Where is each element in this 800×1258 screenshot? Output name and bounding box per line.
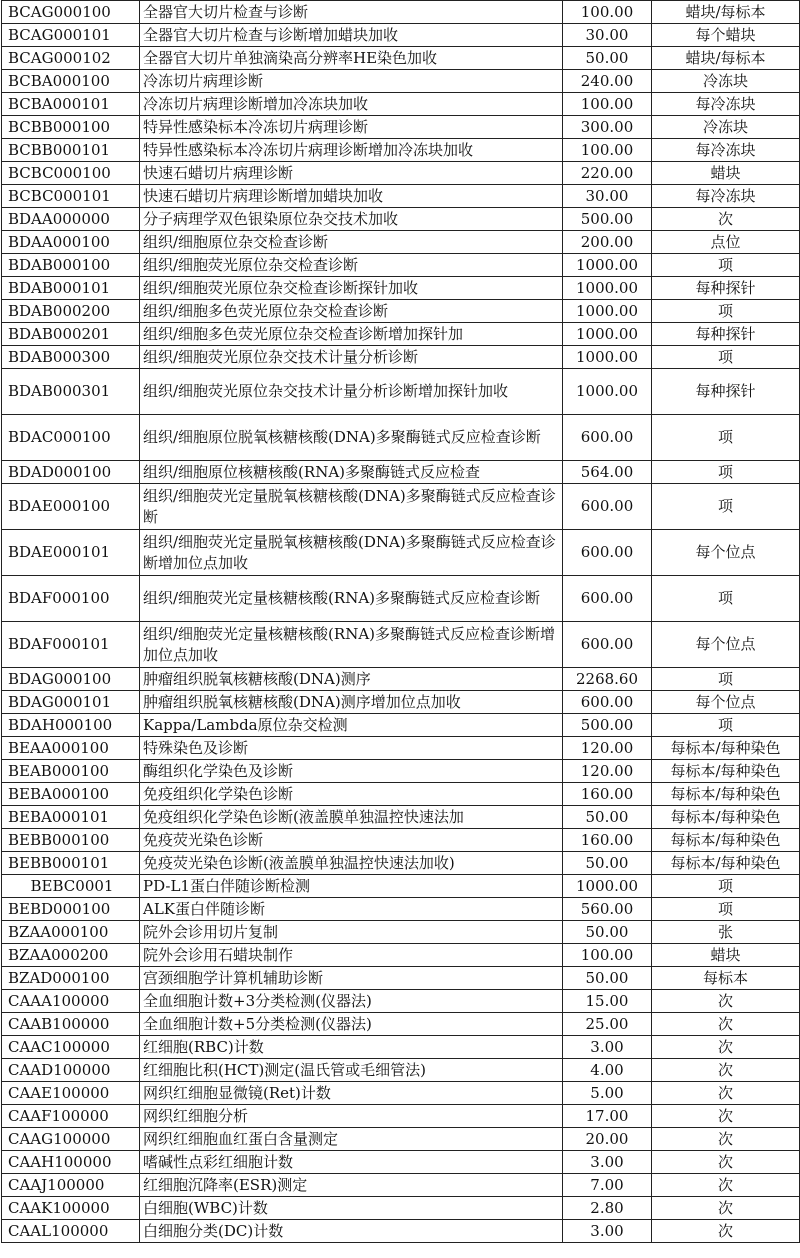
item-price-cell: 1000.00 [563,875,652,898]
table-row [2,47,800,70]
item-code-cell: BDAD000100 [2,461,140,484]
item-unit-cell: 蜡块 [652,944,800,967]
item-code-cell: BDAE000101 [2,530,140,576]
table-row [2,898,800,921]
item-price-cell: 20.00 [563,1128,652,1151]
item-price-cell: 600.00 [563,576,652,622]
item-price-cell: 564.00 [563,461,652,484]
item-unit-cell: 项 [652,300,800,323]
item-unit-cell: 每标本/每种染色 [652,737,800,760]
item-code-cell: CAAH100000 [2,1151,140,1174]
item-code-cell: CAAJ100000 [2,1174,140,1197]
item-name-cell: 冷冻切片病理诊断 [140,70,563,93]
item-price-cell: 50.00 [563,852,652,875]
table-row [2,461,800,484]
item-price-cell: 600.00 [563,484,652,530]
item-name-cell: 快速石蜡切片病理诊断增加蜡块加收 [140,185,563,208]
item-name-cell: 酶组织化学染色及诊断 [140,760,563,783]
item-unit-cell: 每个位点 [652,530,800,576]
item-code-cell: BDAA000100 [2,231,140,254]
table-row [2,116,800,139]
table-row [2,622,800,668]
item-unit-cell: 项 [652,254,800,277]
table-row [2,921,800,944]
table-row [2,1,800,24]
table-row [2,24,800,47]
price-table [1,0,800,1243]
item-code-cell: BDAF000100 [2,576,140,622]
item-price-cell: 3.00 [563,1220,652,1243]
item-code-cell: BDAB000300 [2,346,140,369]
item-price-cell: 1000.00 [563,254,652,277]
item-price-cell: 200.00 [563,231,652,254]
table-row [2,852,800,875]
item-name-cell: 组织/细胞荧光原位杂交技术计量分析诊断 [140,346,563,369]
item-unit-cell: 每种探针 [652,369,800,415]
item-name-cell: 嗜碱性点彩红细胞计数 [140,1151,563,1174]
item-code-cell: CAAD100000 [2,1059,140,1082]
table-row [2,760,800,783]
item-unit-cell: 次 [652,1220,800,1243]
item-price-cell: 300.00 [563,116,652,139]
item-code-cell: BEAA000100 [2,737,140,760]
item-unit-cell: 次 [652,1128,800,1151]
item-price-cell: 100.00 [563,1,652,24]
item-code-cell: BDAB000101 [2,277,140,300]
item-price-cell: 7.00 [563,1174,652,1197]
item-unit-cell: 次 [652,990,800,1013]
item-price-cell: 50.00 [563,47,652,70]
item-unit-cell: 项 [652,461,800,484]
item-code-cell: CAAL100000 [2,1220,140,1243]
item-code-cell: CAAK100000 [2,1197,140,1220]
item-name-cell: 免疫荧光染色诊断(液盖膜单独温控快速法加收) [140,852,563,875]
item-name-cell: 红细胞(RBC)计数 [140,1036,563,1059]
item-unit-cell: 项 [652,898,800,921]
table-row [2,1151,800,1174]
table-row [2,254,800,277]
item-code-cell: CAAE100000 [2,1082,140,1105]
item-unit-cell: 次 [652,1059,800,1082]
item-price-cell: 120.00 [563,737,652,760]
item-name-cell: 红细胞比积(HCT)测定(温氏管或毛细管法) [140,1059,563,1082]
item-price-cell: 100.00 [563,944,652,967]
item-unit-cell: 项 [652,875,800,898]
table-row [2,576,800,622]
item-code-cell: BEBB000101 [2,852,140,875]
item-code-cell: BDAB000201 [2,323,140,346]
item-name-cell: 特异性感染标本冷冻切片病理诊断 [140,116,563,139]
item-unit-cell: 每冷冻块 [652,185,800,208]
item-name-cell: 组织/细胞荧光原位杂交检查诊断 [140,254,563,277]
table-row [2,1082,800,1105]
item-code-cell: BDAB000301 [2,369,140,415]
item-code-cell: BCBB000101 [2,139,140,162]
table-row [2,737,800,760]
item-price-cell: 500.00 [563,714,652,737]
item-code-cell: BCBB000100 [2,116,140,139]
item-name-cell: 全器官大切片检查与诊断 [140,1,563,24]
item-unit-cell: 次 [652,1013,800,1036]
item-name-cell: 免疫组织化学染色诊断 [140,783,563,806]
item-name-cell: 宫颈细胞学计算机辅助诊断 [140,967,563,990]
item-unit-cell: 次 [652,1105,800,1128]
item-unit-cell: 每冷冻块 [652,93,800,116]
item-unit-cell: 每标本/每种染色 [652,783,800,806]
item-code-cell: BZAA000200 [2,944,140,967]
item-price-cell: 560.00 [563,898,652,921]
item-name-cell: ALK蛋白伴随诊断 [140,898,563,921]
item-name-cell: 免疫组织化学染色诊断(液盖膜单独温控快速法加 [140,806,563,829]
item-unit-cell: 每标本/每种染色 [652,806,800,829]
item-name-cell: 红细胞沉降率(ESR)测定 [140,1174,563,1197]
table-row [2,829,800,852]
item-price-cell: 25.00 [563,1013,652,1036]
item-price-cell: 1000.00 [563,323,652,346]
item-price-cell: 600.00 [563,622,652,668]
item-code-cell: BCAG000102 [2,47,140,70]
item-code-cell: BEAB000100 [2,760,140,783]
item-unit-cell: 每个蜡块 [652,24,800,47]
item-unit-cell: 项 [652,714,800,737]
item-name-cell: 全器官大切片检查与诊断增加蜡块加收 [140,24,563,47]
item-name-cell: 白细胞分类(DC)计数 [140,1220,563,1243]
item-price-cell: 30.00 [563,185,652,208]
item-name-cell: 肿瘤组织脱氧核糖核酸(DNA)测序增加位点加收 [140,691,563,714]
table-row [2,714,800,737]
item-code-cell: BCAG000101 [2,24,140,47]
item-code-cell: CAAA100000 [2,990,140,1013]
item-unit-cell: 项 [652,484,800,530]
item-code-cell: BCBA000101 [2,93,140,116]
item-name-cell: 冷冻切片病理诊断增加冷冻块加收 [140,93,563,116]
item-code-cell: BCAG000100 [2,1,140,24]
item-name-cell: 组织/细胞原位杂交检查诊断 [140,231,563,254]
table-row [2,1105,800,1128]
item-price-cell: 100.00 [563,93,652,116]
item-price-cell: 15.00 [563,990,652,1013]
item-unit-cell: 冷冻块 [652,70,800,93]
item-unit-cell: 蜡块/每标本 [652,1,800,24]
item-price-cell: 50.00 [563,967,652,990]
item-name-cell: 肿瘤组织脱氧核糖核酸(DNA)测序 [140,668,563,691]
table-row [2,70,800,93]
item-code-cell: BCBC000100 [2,162,140,185]
item-code-cell: BZAA000100 [2,921,140,944]
item-name-cell: 组织/细胞荧光定量核糖核酸(RNA)多聚酶链式反应检查诊断增加位点加收 [140,622,563,668]
item-name-cell: 组织/细胞荧光原位杂交检查诊断探针加收 [140,277,563,300]
item-unit-cell: 每标本 [652,967,800,990]
table-row [2,1197,800,1220]
item-unit-cell: 项 [652,668,800,691]
item-unit-cell: 次 [652,1174,800,1197]
table-row [2,944,800,967]
item-unit-cell: 每标本/每种染色 [652,852,800,875]
item-code-cell: CAAC100000 [2,1036,140,1059]
item-unit-cell: 每种探针 [652,277,800,300]
item-name-cell: 组织/细胞荧光定量核糖核酸(RNA)多聚酶链式反应检查诊断 [140,576,563,622]
item-name-cell: 网织红细胞分析 [140,1105,563,1128]
item-code-cell: BEBA000101 [2,806,140,829]
table-row [2,875,800,898]
item-name-cell: 院外会诊用切片复制 [140,921,563,944]
item-unit-cell: 次 [652,1036,800,1059]
item-unit-cell: 每标本/每种染色 [652,829,800,852]
item-price-cell: 3.00 [563,1036,652,1059]
item-unit-cell: 蜡块/每标本 [652,47,800,70]
item-name-cell: 全器官大切片单独滴染高分辨率HE染色加收 [140,47,563,70]
item-code-cell: BDAF000101 [2,622,140,668]
item-price-cell: 1000.00 [563,369,652,415]
item-unit-cell: 冷冻块 [652,116,800,139]
item-unit-cell: 项 [652,576,800,622]
item-unit-cell: 次 [652,208,800,231]
item-unit-cell: 蜡块 [652,162,800,185]
item-price-cell: 600.00 [563,415,652,461]
item-name-cell: 全血细胞计数+5分类检测(仪器法) [140,1013,563,1036]
item-price-cell: 240.00 [563,70,652,93]
item-unit-cell: 次 [652,1197,800,1220]
item-unit-cell: 次 [652,1082,800,1105]
table-body [2,1,800,1243]
item-code-cell: BDAG000100 [2,668,140,691]
table-row [2,323,800,346]
item-code-cell: CAAG100000 [2,1128,140,1151]
item-code-cell: BEBB000100 [2,829,140,852]
item-price-cell: 160.00 [563,783,652,806]
item-code-cell: BDAE000100 [2,484,140,530]
item-price-cell: 1000.00 [563,346,652,369]
table-row [2,415,800,461]
table-row [2,1013,800,1036]
item-name-cell: 网织红细胞显微镜(Ret)计数 [140,1082,563,1105]
item-name-cell: 网织红细胞血红蛋白含量测定 [140,1128,563,1151]
table-row [2,1059,800,1082]
table-row [2,668,800,691]
table-row [2,208,800,231]
item-code-cell: BDAB000200 [2,300,140,323]
item-price-cell: 100.00 [563,139,652,162]
table-row [2,300,800,323]
item-name-cell: 组织/细胞荧光定量脱氧核糖核酸(DNA)多聚酶链式反应检查诊断增加位点加收 [140,530,563,576]
item-code-cell: BDAA000000 [2,208,140,231]
item-unit-cell: 每种探针 [652,323,800,346]
table-row [2,1220,800,1243]
item-unit-cell: 每个位点 [652,691,800,714]
item-price-cell: 17.00 [563,1105,652,1128]
item-name-cell: 白细胞(WBC)计数 [140,1197,563,1220]
item-unit-cell: 每个位点 [652,622,800,668]
item-price-cell: 50.00 [563,806,652,829]
item-name-cell: 特殊染色及诊断 [140,737,563,760]
table-row [2,967,800,990]
item-price-cell: 160.00 [563,829,652,852]
table-row [2,162,800,185]
item-price-cell: 1000.00 [563,300,652,323]
table-row [2,346,800,369]
item-name-cell: 特异性感染标本冷冻切片病理诊断增加冷冻块加收 [140,139,563,162]
item-code-cell: BDAB000100 [2,254,140,277]
item-price-cell: 220.00 [563,162,652,185]
table-row [2,93,800,116]
item-unit-cell: 每冷冻块 [652,139,800,162]
item-code-cell: CAAF100000 [2,1105,140,1128]
item-unit-cell: 张 [652,921,800,944]
table-row [2,369,800,415]
item-price-cell: 4.00 [563,1059,652,1082]
item-unit-cell: 项 [652,415,800,461]
item-name-cell: 组织/细胞原位脱氧核糖核酸(DNA)多聚酶链式反应检查诊断 [140,415,563,461]
item-name-cell: 组织/细胞多色荧光原位杂交检查诊断增加探针加 [140,323,563,346]
table-row [2,1128,800,1151]
table-row [2,1174,800,1197]
item-name-cell: 组织/细胞荧光原位杂交技术计量分析诊断增加探针加收 [140,369,563,415]
table-row [2,185,800,208]
table-row [2,806,800,829]
table-row [2,484,800,530]
item-name-cell: 快速石蜡切片病理诊断 [140,162,563,185]
item-price-cell: 3.00 [563,1151,652,1174]
item-price-cell: 30.00 [563,24,652,47]
item-unit-cell: 项 [652,346,800,369]
item-name-cell: 免疫荧光染色诊断 [140,829,563,852]
item-price-cell: 2.80 [563,1197,652,1220]
item-price-cell: 600.00 [563,691,652,714]
item-price-cell: 50.00 [563,921,652,944]
item-code-cell: BEBA000100 [2,783,140,806]
table-row [2,783,800,806]
item-price-cell: 120.00 [563,760,652,783]
item-unit-cell: 次 [652,1151,800,1174]
table-row [2,139,800,162]
item-code-cell: BCBA000100 [2,70,140,93]
item-name-cell: 组织/细胞多色荧光原位杂交检查诊断 [140,300,563,323]
table-row [2,530,800,576]
item-name-cell: 院外会诊用石蜡块制作 [140,944,563,967]
table-row [2,231,800,254]
item-price-cell: 2268.60 [563,668,652,691]
table-row [2,691,800,714]
item-code-cell: BEBD000100 [2,898,140,921]
item-price-cell: 5.00 [563,1082,652,1105]
item-price-cell: 1000.00 [563,277,652,300]
item-name-cell: 分子病理学双色银染原位杂交技术加收 [140,208,563,231]
item-name-cell: Kappa/Lambda原位杂交检测 [140,714,563,737]
item-name-cell: 全血细胞计数+3分类检测(仪器法) [140,990,563,1013]
item-code-cell: BZAD000100 [2,967,140,990]
item-price-cell: 600.00 [563,530,652,576]
table-row [2,277,800,300]
item-code-cell: CAAB100000 [2,1013,140,1036]
item-code-cell: BDAG000101 [2,691,140,714]
item-name-cell: 组织/细胞荧光定量脱氧核糖核酸(DNA)多聚酶链式反应检查诊断 [140,484,563,530]
item-name-cell: PD-L1蛋白伴随诊断检测 [140,875,563,898]
item-name-cell: 组织/细胞原位核糖核酸(RNA)多聚酶链式反应检查 [140,461,563,484]
item-unit-cell: 点位 [652,231,800,254]
item-unit-cell: 每标本/每种染色 [652,760,800,783]
table-row [2,990,800,1013]
item-code-cell: BCBC000101 [2,185,140,208]
item-code-cell: BDAC000100 [2,415,140,461]
item-price-cell: 500.00 [563,208,652,231]
table-row [2,1036,800,1059]
item-code-cell: BDAH000100 [2,714,140,737]
item-code-cell: BEBC0001 [2,875,140,898]
